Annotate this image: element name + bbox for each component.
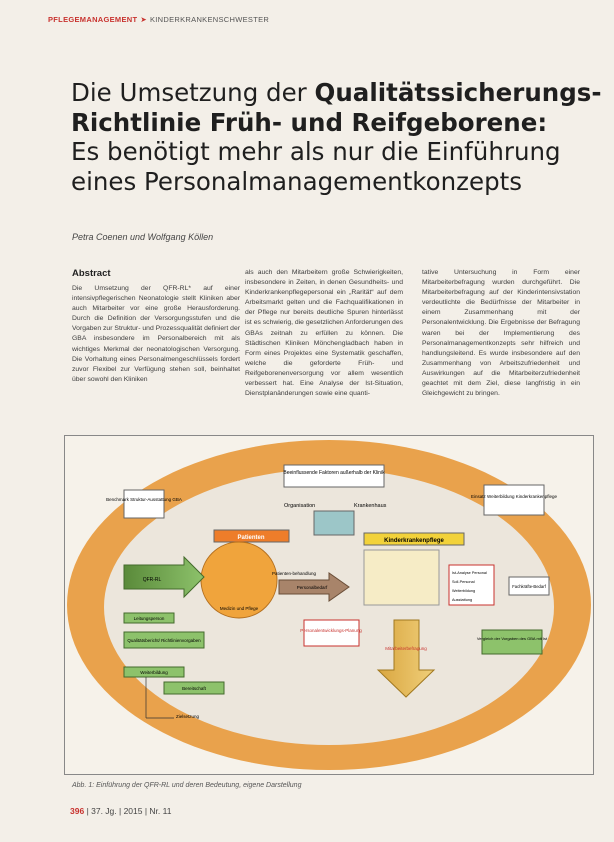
right-list-item-2: Soll-Personal: [452, 580, 475, 584]
vergleich-label: Vergleich der Vorgaben des GBA mit Ist: [476, 636, 548, 641]
article-title: [71, 78, 602, 196]
issue-info: | 37. Jg. | 2015 | Nr. 11: [86, 806, 172, 816]
authors: Petra Coenen und Wolfgang Köllen: [72, 232, 214, 242]
fachkraefte-label: Fachkräfte-Bedarf: [512, 584, 546, 589]
title-line1-bold: Qualitätssicherungs-: [314, 78, 602, 107]
title-line1-regular: Die Umsetzung der: [71, 78, 315, 107]
vergleich-box: [482, 630, 542, 654]
kinderkrankenpflege-label: Kinderkrankenpflege: [384, 538, 444, 544]
krankenhaus-label: Krankenhaus: [354, 503, 387, 509]
medizin-label: Medizin und Pflege: [219, 606, 259, 611]
page-number: 396: [70, 806, 85, 816]
figure-caption: Abb. 1: Einführung der QFR-RL und deren Bedeutung, eigene Darstellung: [72, 782, 302, 789]
running-head: [48, 15, 269, 24]
abstract-column-3: tative Untersuchung in Form einer Mitarbeiterbefragung wurden durchgeführt. Die Mitarbeiterbefragung auf der Kinderintensivstation verdeutlichte die Bedürfnisse der Mitarbeiter in einem Zusammenhang mit der Personalentwicklung. Die Ergebnisse der Befragung waren bei der Implementierung des Personalmanagementkonzepts sehr hilfreich und handlungsleitend. Es wurde insbesondere auf den Zusammenhang von Arbeitszufriedenheit und Auswirkungen auf die Mitarbeiterzufriedenheit geachtet mit dem Ziel, diese langfristig in ein Gleichgewicht zu bringen.: [422, 269, 580, 398]
patienten-label: Patienten: [237, 535, 265, 541]
mitarbeiter-label: Mitarbeiterbefragung: [385, 646, 427, 651]
title-line2: Richtlinie Früh- und Reifgeborene:: [71, 107, 548, 137]
center-arrow-label: Personalbedarf: [296, 585, 328, 590]
hospital-icon: [314, 511, 354, 535]
section-label: PFLEGEMANAGEMENT: [48, 15, 138, 24]
benchmark-box: [124, 490, 164, 518]
title-line4: eines Personalmanagementkonzepts: [71, 166, 522, 196]
leitung-label: Leitungsperson: [133, 616, 165, 621]
external-factors-box: [284, 465, 384, 487]
title-line3: Es benötigt mehr als nur die Einführung: [71, 137, 561, 166]
personalentwicklung-box: [304, 620, 359, 646]
bereitschaft-label: Bereitschaft: [182, 686, 206, 691]
weiterbildung-top-label: Einsatz Weiterbildung Kinderkrankenpflege: [471, 494, 557, 499]
page-footer: [70, 806, 171, 816]
figure-diagram: [64, 435, 594, 775]
diagram-svg: [64, 435, 594, 775]
benchmark-label: Benchmark Struktur-Ausstattung GBA: [106, 497, 182, 502]
right-list-item-4: Ausstattung: [452, 598, 473, 602]
arrow-icon: ➤: [140, 15, 147, 24]
patient-treatment-label: Patienten-behandlung: [272, 571, 317, 576]
right-list-item-1: Ist-Analyse Personal: [452, 571, 487, 575]
abstract-heading: Abstract: [72, 268, 111, 279]
abstract-column-1: Die Umsetzung der QFR-RL* auf einer intensivpflegerischen Neonatologie stellt Kliniken aber auch Mitarbeiter vor eine große Herausforderung. Durch die Definition der Versorgungsstufen und die Vorgaben zur Struktur- und Prozessqualität definiert der GBA insbesondere im Personalbereich mit als wichtiges Merkmal der neonatologischen Versorgung. Die Vorhaltung eines Personalmengeschlüssels fordert zuvor Flexibel zur Verfügung stehen soll, beinhaltet über sowohl den Kliniken: [72, 285, 240, 383]
personalentwicklung-label: Personalentwicklungs-Planung: [300, 628, 362, 633]
external-factors-label: Beeinflussende Faktoren außerhalb der Klinik: [283, 470, 385, 476]
staff-group-box: [364, 550, 439, 605]
zielsetzung-label: Zielsetzung: [176, 714, 200, 719]
weiterbildung-label: Weiterbildung: [140, 670, 168, 675]
organisation-label: Organisation: [284, 503, 316, 509]
qualitaet-label: Qualitätsbericht/ Richtlinienvorgaben: [127, 638, 201, 643]
qfr-label: QFR-RL: [142, 577, 162, 583]
subsection-label: KINDERKRANKENSCHWESTER: [149, 15, 270, 24]
weiterbildung-top-box: [484, 485, 544, 515]
abstract-column-2: als auch den Mitarbeitern große Schwierigkeiten, insbesondere in Zeiten, in denen Gesundheits- und Kinderkrankenpflegepersonal ein „Rarität“ auf dem Arbeitsmarkt gelten und die Fachqualifikationen in der Pflege nur bereits deutliche Spuren hinterlässt ist es schwierig, die gesetzlichen Anforderungen des GBAs zeitnah zu erfüllen zu können. Die Städtischen Kliniken Mönchengladbach haben in Form eines Projektes eine Systematik geschaffen, welche die geforderte Früh- und Reifgeborenenversorgung vor allem wesentlich verbessert hat. Eine Analyse der Ist-Situation, Dienstplanänderungen sowie eine quanti-: [245, 269, 403, 398]
right-list-item-3: Weiterbildung: [452, 589, 476, 593]
